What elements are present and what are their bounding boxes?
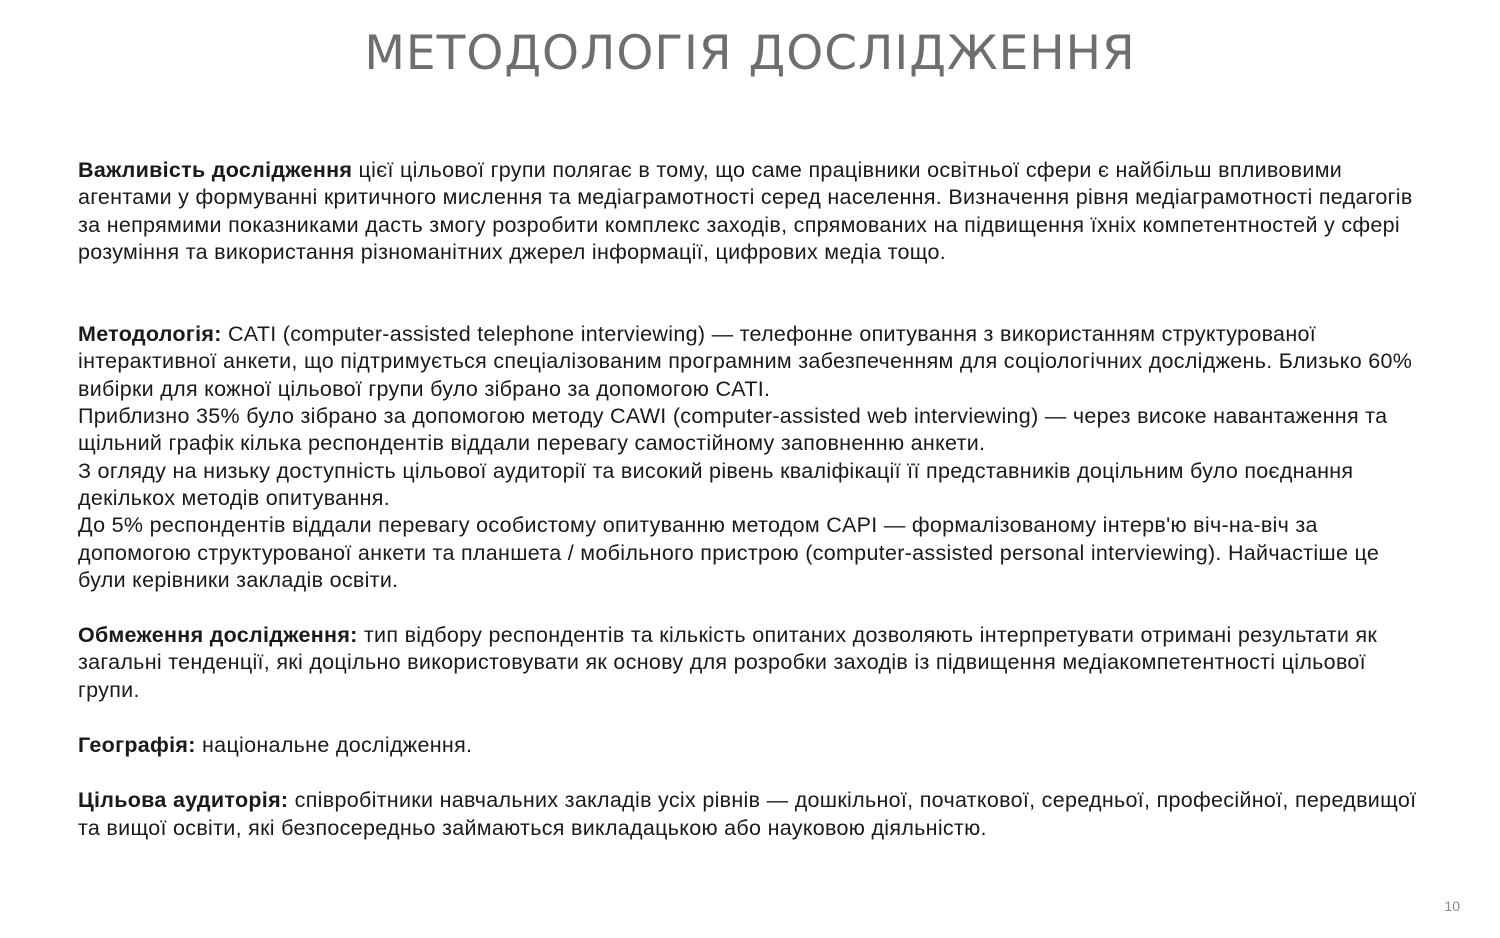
limitations-text: тип відбору респондентів та кількість опитаних дозволяють інтерпретувати отримані результати як загальні тенденції, які доцільно використовувати як основу для розробки заходів із підвищення медіакомпетентності цільової групи. — [78, 623, 1378, 702]
methodology-combination-line: З огляду на низьку доступність цільової аудиторії та високий рівень кваліфікації її представників доцільним було поєднання декількох методів опитування. — [78, 458, 1354, 510]
audience-label: Цільова аудиторія: — [78, 788, 289, 813]
spacer — [78, 759, 1428, 787]
slide-body — [78, 157, 1428, 842]
spacer — [78, 594, 1428, 622]
methodology-label: Методологія: — [78, 322, 222, 347]
methodology-cawi-line: Приблизно 35% було зібрано за допомогою методу CAWI (computer-assisted web interviewing) — через високе навантаження та щільний графік кілька респондентів віддали перевагу самостійному заповненню анкети. — [78, 404, 1388, 456]
spacer — [78, 704, 1428, 732]
spacer — [78, 266, 1428, 321]
geography-label: Географія: — [78, 733, 196, 758]
geography-text: національне дослідження. — [195, 733, 473, 758]
methodology-paragraph — [78, 321, 1428, 403]
geography-paragraph — [78, 732, 1428, 759]
importance-paragraph — [78, 157, 1428, 266]
methodology-capi-line: До 5% респондентів віддали перевагу особистому опитуванню методом CAPI — формалізованому інтерв'ю віч-на-віч за допомогою структурованої анкети та планшета / мобільного пристрою (computer-assisted personal interviewing). Найчастіше це були керівники закладів освіти. — [78, 513, 1380, 592]
audience-paragraph — [78, 787, 1428, 842]
methodology-text: CATI (computer-assisted telephone interviewing) — телефонне опитування з використанням структурованої інтерактивної анкети, що підтримується спеціалізованим програмним забезпеченням для соціологічних досліджень. Близько 60% вибірки для кожної цільової групи було зібрано за допомогою CATI. — [78, 322, 1413, 401]
page-number: 10 — [1444, 898, 1460, 914]
limitations-label: Обмеження дослідження: — [78, 623, 358, 648]
limitations-paragraph — [78, 622, 1428, 704]
page-title: МЕТОДОЛОГІЯ ДОСЛІДЖЕННЯ — [364, 26, 1136, 81]
importance-text: цієї цільової групи полягає в тому, що саме працівники освітньої сфери є найбільш впливовими агентами у формуванні критичного мислення та медіаграмотності серед населення. Визначення рівня медіаграмотності педагогів за непрямими показниками дасть змогу розробити комплекс заходів, спрямованих на підвищення їхніх компетентностей у сфері розуміння та використання різноманітних джерел інформації, цифрових медіа тощо. — [78, 158, 1413, 264]
importance-label: Важливість дослідження — [78, 158, 353, 182]
audience-text: співробітники навчальних закладів усіх рівнів — дошкільної, початкової, середньої, професійної, передвищої та вищої освіти, які безпосередньо займаються викладацькою або науковою діяльністю. — [78, 788, 1417, 840]
